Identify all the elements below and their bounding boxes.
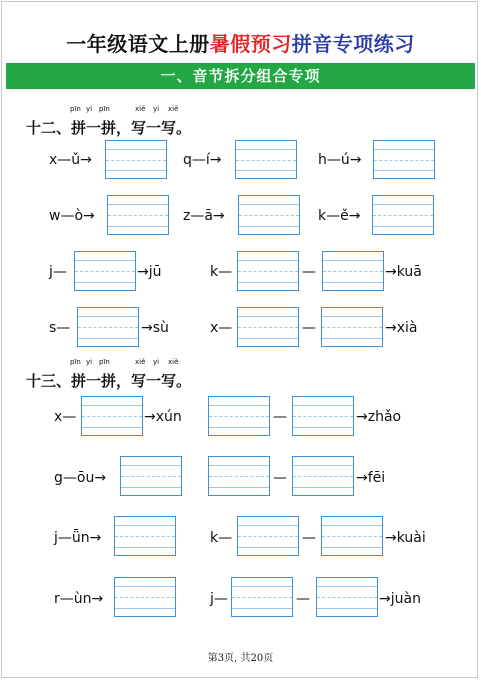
answer-box[interactable] xyxy=(77,307,139,347)
section-13-heading-text: 十三、拼一拼，写一写。 xyxy=(26,372,192,390)
item-c2c: →kuā xyxy=(385,264,422,280)
answer-box[interactable] xyxy=(237,516,299,556)
pinyin-yi-1: yi xyxy=(86,358,93,366)
section-12-heading-text: 十二、拼一拼，写一写。 xyxy=(26,119,192,137)
pinyin-xie-1: xiě xyxy=(135,358,146,366)
answer-box[interactable] xyxy=(81,396,143,436)
item-h2a: j— xyxy=(210,591,228,607)
answer-box[interactable] xyxy=(316,577,378,617)
answer-box[interactable] xyxy=(373,140,435,179)
answer-box[interactable] xyxy=(120,456,182,496)
title-part3: 拼音专项练习 xyxy=(291,32,415,56)
item-g2b: — xyxy=(302,530,316,546)
answer-box[interactable] xyxy=(372,195,434,235)
section-banner: 一、音节拆分组合专项 xyxy=(6,63,475,89)
pinyin-xie-2: xiě xyxy=(168,105,179,113)
pinyin-yi-1: yi xyxy=(86,105,93,113)
answer-box[interactable] xyxy=(114,516,176,556)
answer-box[interactable] xyxy=(322,251,384,291)
item-g1a: j—ǖn→ xyxy=(54,530,102,546)
title-part2: 暑假预习 xyxy=(209,32,292,56)
item-c1b: →jū xyxy=(137,264,162,280)
item-d1b: →sù xyxy=(141,320,169,336)
answer-box[interactable] xyxy=(105,140,167,179)
item-g2a: k— xyxy=(210,530,233,546)
pinyin-pin-1: pīn xyxy=(70,105,81,113)
item-c2b: — xyxy=(302,264,316,280)
item-f2c: →fēi xyxy=(356,470,386,486)
item-b3: k—ě→ xyxy=(318,208,361,224)
answer-box[interactable] xyxy=(114,577,176,617)
title-part1: 一年级语文上册 xyxy=(66,32,210,56)
page-title xyxy=(0,28,481,57)
item-d2b: — xyxy=(302,320,316,336)
answer-box[interactable] xyxy=(292,396,354,436)
answer-box[interactable] xyxy=(321,516,383,556)
pinyin-yi-2: yi xyxy=(153,358,160,366)
item-h1a: r—ùn→ xyxy=(54,591,104,607)
item-d2c: →xià xyxy=(385,320,418,336)
item-f1a: g—ōu→ xyxy=(54,470,107,486)
item-d1a: s— xyxy=(49,320,71,336)
section-12-heading xyxy=(26,105,192,138)
answer-box[interactable] xyxy=(107,195,169,235)
pinyin-pin-2: pīn xyxy=(99,358,110,366)
item-c1a: j— xyxy=(49,264,67,280)
item-e2b: — xyxy=(273,409,287,425)
answer-box[interactable] xyxy=(237,251,299,291)
answer-box[interactable] xyxy=(208,456,270,496)
item-b1: w—ò→ xyxy=(49,208,95,224)
section-13-heading xyxy=(26,358,192,391)
answer-box[interactable] xyxy=(292,456,354,496)
answer-box[interactable] xyxy=(235,140,297,179)
answer-box[interactable] xyxy=(237,307,299,347)
item-a2: q—í→ xyxy=(183,152,222,168)
item-a3: h—ú→ xyxy=(318,152,362,168)
answer-box[interactable] xyxy=(238,195,300,235)
item-h2b: — xyxy=(296,591,310,607)
item-g2c: →kuài xyxy=(385,530,426,546)
answer-box[interactable] xyxy=(321,307,383,347)
item-d2a: x— xyxy=(210,320,233,336)
item-a1: x—ǔ→ xyxy=(49,152,92,168)
answer-box[interactable] xyxy=(231,577,293,617)
pinyin-xie-2: xiě xyxy=(168,358,179,366)
pinyin-pin-2: pīn xyxy=(99,105,110,113)
item-e1a: x— xyxy=(54,409,77,425)
page-footer: 第3页, 共20页 xyxy=(207,653,274,664)
item-f2b: — xyxy=(273,470,287,486)
pinyin-yi-2: yi xyxy=(153,105,160,113)
item-e2c: →zhǎo xyxy=(356,409,402,425)
item-e1b: →xún xyxy=(144,409,182,425)
item-h2c: →juàn xyxy=(379,591,421,607)
answer-box[interactable] xyxy=(208,396,270,436)
item-b2: z—ā→ xyxy=(183,208,225,224)
pinyin-xie-1: xiě xyxy=(135,105,146,113)
pinyin-pin-1: pīn xyxy=(70,358,81,366)
item-c2a: k— xyxy=(210,264,233,280)
answer-box[interactable] xyxy=(74,251,136,291)
